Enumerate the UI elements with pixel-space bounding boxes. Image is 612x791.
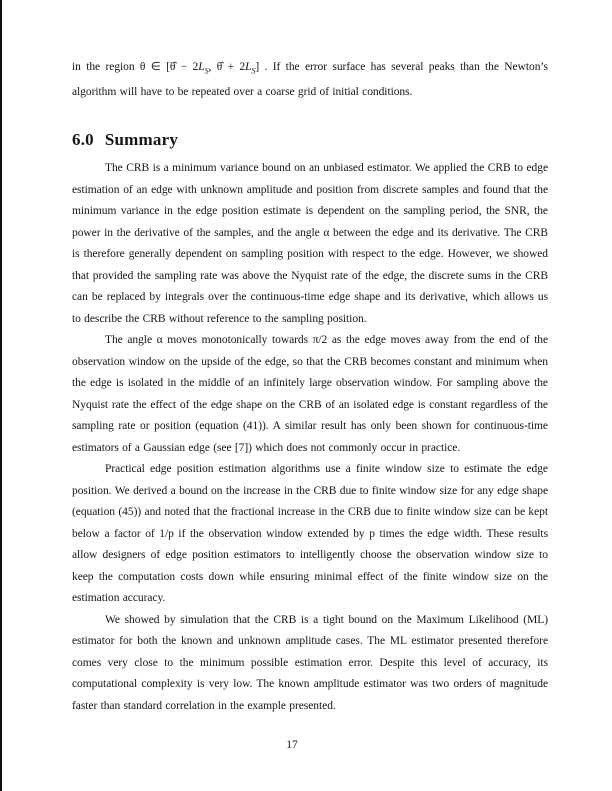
scan-artifact-left-edge bbox=[0, 0, 2, 791]
math-subscript-S: S bbox=[251, 66, 256, 76]
intro-math-minus: − 2 bbox=[175, 61, 199, 73]
math-var-L: L bbox=[198, 61, 205, 73]
intro-text-start: in the region θ ∈ [ bbox=[72, 61, 170, 73]
summary-paragraph-1: The CRB is a minimum variance bound on an unbiased estimator. We applied the CRB to edge estimation of an edge with unknown amplitude and position from discrete samples and found that the minimum variance in the edge position estimate is dependent on the sampling period, the SNR, the power in the derivative of the samples, and the angle α between the edge and its derivative. The CRB is therefore generally dependent on sampling position with respect to the edge. However, we showed that provided the sampling rate was above the Nyquist rate of the edge, the discrete sums in the CRB can be replaced by integrals over the continuous-time edge shape and its derivative, which allows us to describe the CRB without reference to the sampling position. bbox=[72, 162, 548, 325]
summary-paragraph-2: The angle α moves monotonically towards π/2 as the edge moves away from the end of the observation window on the upside of the edge, so that the CRB becomes constant and minimum when the edge is isolated in the middle of an infinitely large observation window. For sampling above the Nyquist rate the effect of the edge shape on the CRB of an isolated edge is constant regardless of the sampling rate or position (equation (41)). A similar result has only been shown for continuous-time estimators of a Gaussian edge (see [7]) which does not commonly occur in practice. bbox=[72, 334, 548, 454]
section-heading bbox=[72, 130, 548, 150]
page-number: 17 bbox=[286, 739, 298, 751]
page-content bbox=[72, 57, 548, 717]
intro-text-end: ] . If the error surface has several peaks than the Newton’s algorithm will have to be repeated over a coarse grid of initial conditions. bbox=[72, 61, 548, 98]
math-subscript-S: S bbox=[204, 66, 209, 76]
summary-paragraph-4: We showed by simulation that the CRB is a tight bound on the Maximum Likelihood (ML) estimator for both the known and unknown amplitude cases. The ML estimator presented therefore comes very close to the minimum possible estimation error. Despite this level of accuracy, its computational complexity is very low. The known amplitude estimator was two orders of magnitude faster than standard correlation in the example presented. bbox=[72, 613, 548, 712]
math-theta-hat: θ̂ bbox=[169, 61, 176, 73]
math-var-L: L bbox=[245, 61, 252, 73]
intro-math-plus: + 2 bbox=[222, 61, 246, 73]
section-number: 6.0 bbox=[72, 130, 94, 150]
intro-paragraph bbox=[72, 57, 548, 103]
summary-paragraph-3: Practical edge position estimation algorithms use a finite window size to estimate the edge position. We derived a bound on the increase in the CRB due to finite window size for any edge shape (equation (45)) and noted that the fractional increase in the CRB due to finite window size can be kept below a factor of 1/p if the observation window extended by p times the edge width. These results allow designers of edge position estimators to intelligently choose the observation window size to keep the computation costs down while ensuring minimal effect of the finite window size on the estimation accuracy. bbox=[72, 463, 548, 605]
math-theta-hat: θ̂ bbox=[216, 61, 223, 73]
section-title: Summary bbox=[104, 130, 179, 150]
intro-math-comma: , bbox=[208, 61, 217, 73]
